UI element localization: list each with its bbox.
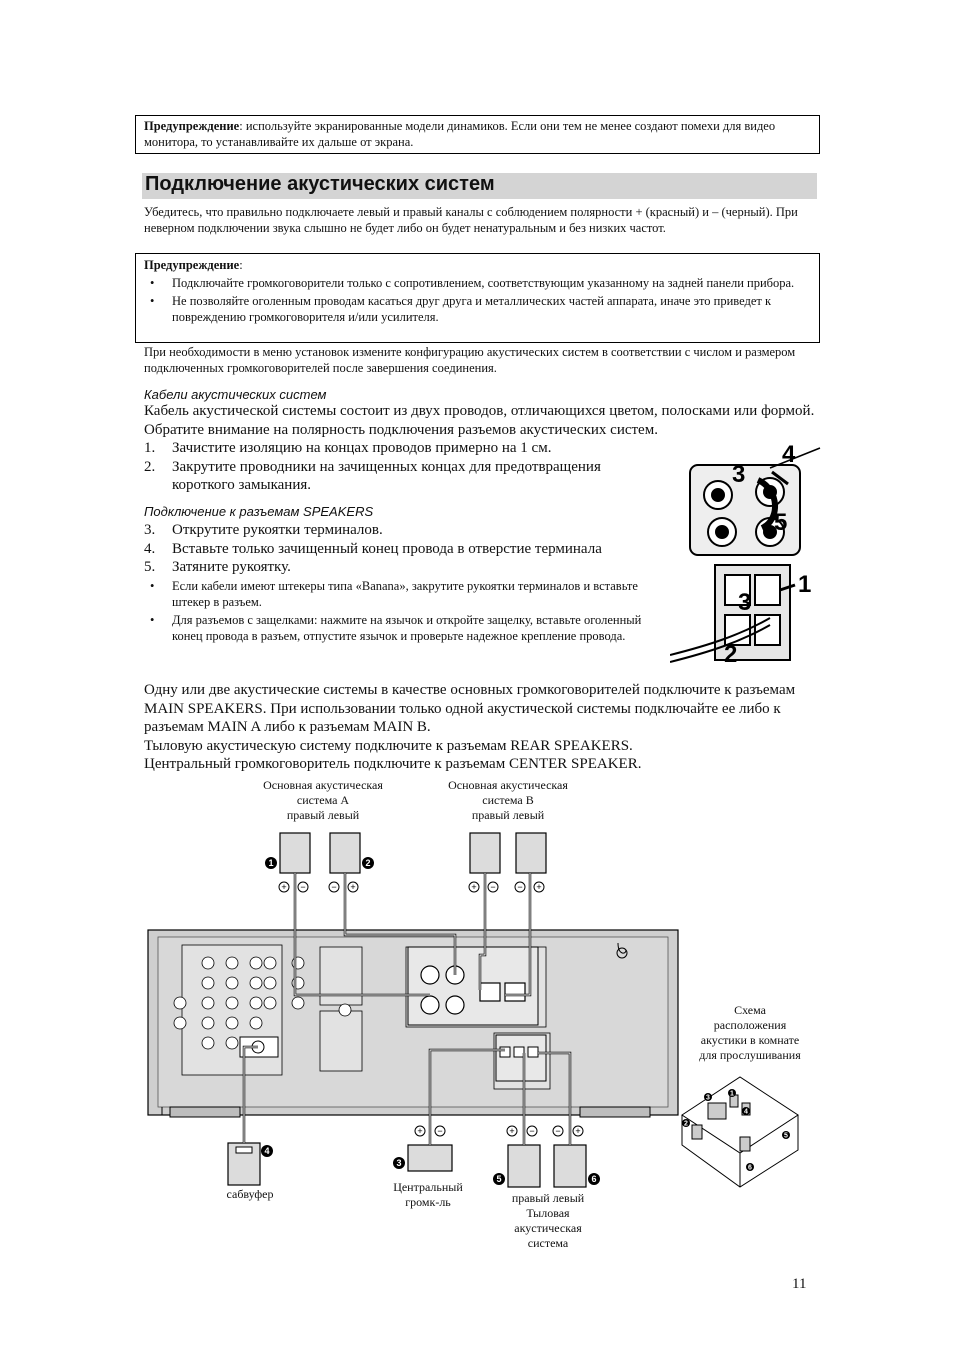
connection-diagram [140, 825, 820, 1195]
speaker-rear-left [554, 1145, 586, 1187]
speaker-steps [144, 521, 664, 577]
plus-sign: + [509, 1126, 515, 1136]
minus-sign: − [490, 882, 496, 892]
room-marker-1: 1 [730, 1090, 734, 1098]
main-b-caption: Основная акустическая система B правый левый [448, 778, 568, 822]
marker-4: 4 [264, 1146, 270, 1156]
config-note: При необходимости в меню установок измените конфигурацию акустических систем в соответствии с числом и размером подключенных громкоговорителей после завершения соединения. [144, 345, 796, 375]
main-a-caption: Основная акустическая система A правый левый [263, 778, 383, 822]
marker-6: 6 [591, 1174, 597, 1184]
list-item: • Не позволяйте оголенным проводам касаться друг друга и металлических частей аппарата, иначе это приведет к повреждению громкоговорителя и/или усилителя. [144, 293, 811, 325]
cables-text: Кабель акустической системы состоит из двух проводов, отличающихся цветом, полосками или формой. Обратите внимание на полярность подключения разъемов акустических систем. [144, 403, 815, 438]
terminal-num-4: 4 [782, 441, 796, 468]
list-item: • Если кабели имеют штекеры типа «Banana», закрутите рукоятки терминалов и вставьте штекер в разъем. [144, 578, 654, 610]
speaker-rear-right [508, 1145, 540, 1187]
subwoofer-caption: сабвуфер [226, 1187, 274, 1201]
terminal-num-3b: 3 [738, 589, 752, 616]
warning-box [135, 253, 820, 343]
minus-sign: − [437, 1126, 443, 1136]
plus-sign: + [281, 882, 287, 892]
list-item: 2. Закрутите проводники на зачищенных концах для предотвращения короткого замыкания. [144, 458, 601, 493]
speaker-bullets [144, 578, 654, 644]
warning-text: : используйте экранированные модели динамиков. Если они тем не менее создают помехи для видео монитора, то устанавливайте их дальше от экрана. [144, 119, 776, 149]
speaker-center [408, 1145, 452, 1171]
room-marker-3: 3 [706, 1094, 710, 1102]
speaker-main-b-left [516, 833, 546, 873]
list-item: 3. Открутите рукоятки терминалов. [144, 522, 383, 538]
terminal-num-2: 2 [724, 641, 738, 668]
center-caption: Центральный громк-ль [393, 1180, 463, 1209]
plus-sign: + [350, 882, 356, 892]
warning-note-top [135, 115, 820, 154]
main-para-line: Одну или две акустические системы в качестве основных громкоговорителей подключите к разъемам MAIN SPEAKERS. При использовании только одной акустической системы подключайте ее либо к разъемам MAIN A либо к разъемам MAIN B. [144, 682, 796, 735]
marker-5: 5 [496, 1174, 502, 1184]
plus-sign: + [536, 882, 542, 892]
terminal-num-1: 1 [798, 571, 812, 598]
warning-list [144, 275, 811, 325]
cable-steps [144, 439, 664, 495]
page-number: 11 [792, 1276, 807, 1292]
speaker-main-b-right [470, 833, 500, 873]
minus-sign: − [300, 882, 306, 892]
terminal-illustration [670, 440, 830, 670]
minus-sign: − [529, 1126, 535, 1136]
room-layout [682, 1077, 798, 1187]
section-title: Подключение акустических систем [145, 173, 495, 195]
speaker-main-a-left [330, 833, 360, 873]
plus-sign: + [575, 1126, 581, 1136]
intro-paragraph: Убедитесь, что правильно подключаете левый и правый каналы с соблюдением полярности + (красный) и – (черный). При неверном подключении звука слышно не будет либо он будет ненатуральным и без низких частот. [144, 205, 798, 235]
marker-1: 1 [268, 858, 274, 868]
warning-label: Предупреждение [144, 119, 240, 133]
speakers-heading: Подключение к разъемам SPEAKERS [144, 504, 374, 519]
main-para-line: Центральный громкоговоритель подключите к разъемам CENTER SPEAKER. [144, 756, 642, 772]
section-title-bar [142, 173, 817, 199]
list-item: • Подключайте громкоговорители только с сопротивлением, соответствующим указанному на задней панели прибора. [144, 275, 811, 291]
main-speakers-paragraph [144, 681, 804, 774]
minus-sign: − [517, 882, 523, 892]
rear-caption: правый левый Тыловая акустическая система [511, 1191, 585, 1250]
room-marker-5: 5 [784, 1132, 788, 1140]
terminal-num-5: 5 [774, 509, 788, 536]
cables-heading: Кабели акустических систем [144, 387, 327, 402]
main-para-line: Тыловую акустическую систему подключите к разъемам REAR SPEAKERS. [144, 737, 633, 754]
speaker-main-a-right [280, 833, 310, 873]
list-item: 4. Вставьте только зачищенный конец провода в отверстие терминала [144, 540, 602, 557]
marker-3: 3 [396, 1158, 402, 1168]
minus-sign: − [331, 882, 337, 892]
plus-sign: + [417, 1126, 423, 1136]
list-item: 5. Затяните рукоятку. [144, 559, 291, 575]
minus-sign: − [555, 1126, 561, 1136]
warning-box-heading: Предупреждение: [144, 258, 243, 272]
room-caption: Схема расположения акустики в комнате для прослушивания [699, 1003, 801, 1062]
list-item: 1. Зачистите изоляцию на концах проводов примерно на 1 см. [144, 440, 552, 456]
room-marker-4: 4 [744, 1108, 748, 1116]
plus-sign: + [471, 882, 477, 892]
room-marker-2: 2 [684, 1120, 688, 1128]
terminal-num-3a: 3 [732, 461, 746, 488]
list-item: • Для разъемов с защелками: нажмите на язычок и откройте защелку, вставьте оголенный конец провода в разъем, отпустите язычок и проверьте надежное крепление провода. [144, 612, 654, 644]
marker-2: 2 [365, 858, 371, 868]
room-marker-6: 6 [748, 1164, 752, 1172]
